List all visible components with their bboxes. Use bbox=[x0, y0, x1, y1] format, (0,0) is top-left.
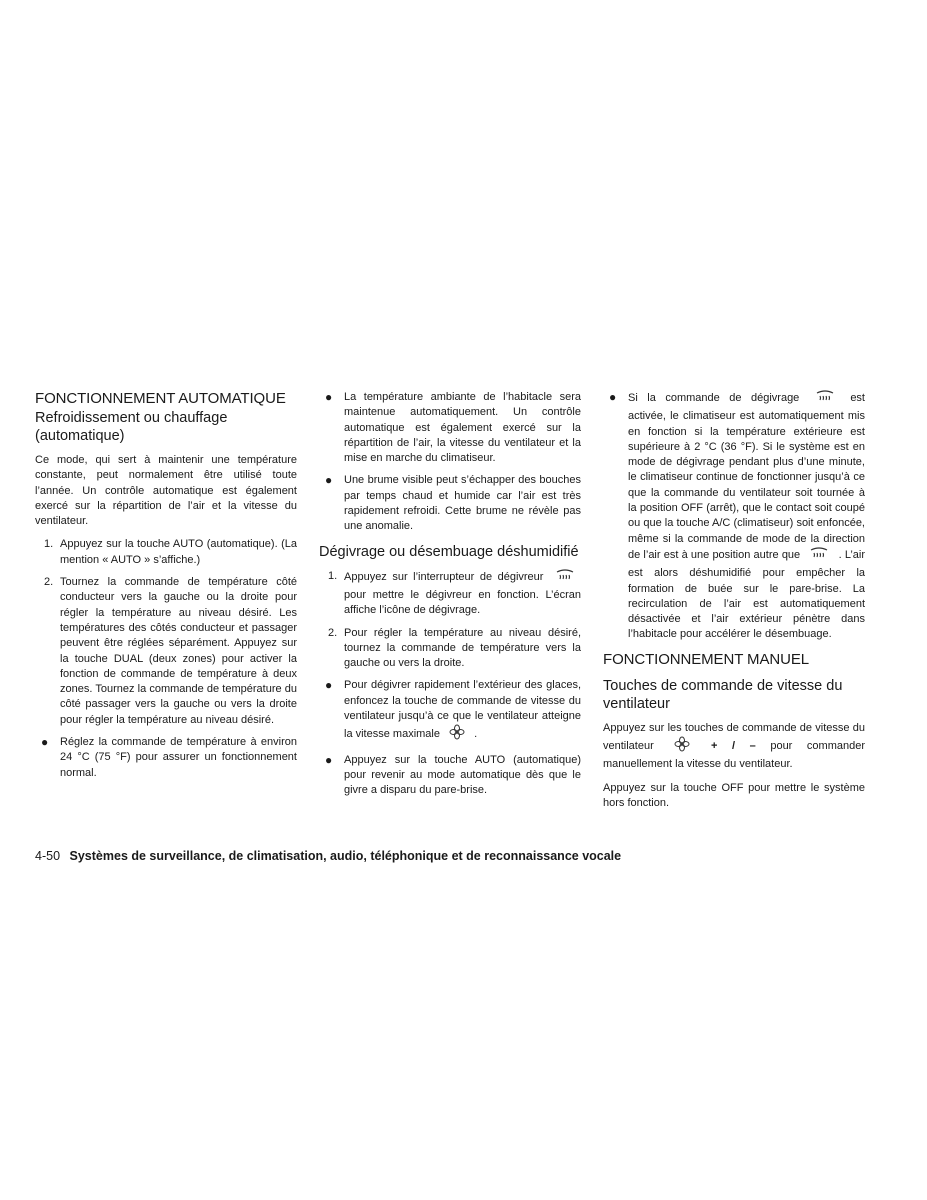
paragraph-text: Appuyez sur les touches de commande de vitesse du ventilateur bbox=[603, 721, 865, 753]
column-right bbox=[603, 390, 865, 819]
bullet-dot: ● bbox=[325, 473, 333, 488]
defrost-icon bbox=[815, 390, 835, 409]
list-item bbox=[319, 390, 581, 466]
bullet-text: Une brume visible peut s’échapper des bouches par temps chaud et humide car l’air est très rapidement refroidi. Cette brume ne révèle pas une anomalie. bbox=[344, 474, 581, 533]
list-item bbox=[319, 678, 581, 745]
subheading-defrost: Dégivrage ou désembuage déshumidifié bbox=[319, 543, 579, 560]
step-number: 2. bbox=[328, 626, 338, 639]
list-item bbox=[319, 753, 581, 799]
step-text: Pour régler la température au niveau désiré, tournez la commande de température vers la gauche ou vers la droite. bbox=[344, 626, 581, 670]
fan-icon bbox=[449, 724, 465, 745]
list-item bbox=[319, 569, 581, 619]
column-left bbox=[35, 390, 297, 788]
bullet-text: Appuyez sur la touche AUTO (automatique) pour revenir au mode automatique dès que le givre a disparu du pare-brise. bbox=[344, 753, 581, 797]
list-item bbox=[319, 626, 581, 672]
bullet-dot: ● bbox=[609, 390, 617, 404]
step-text: Tournez la commande de température côté conducteur vers la gauche ou la droite pour régler la température au niveau désiré. Les températures des côtés conducteur et passager peuvent être réglées séparément. Appuyez sur la touche DUAL (deux zones) pour activer la fonction de commande de température à deux zones. Tournez la commande de température du côté passager vers la gauche ou vers la droite pour régler la température au niveau désiré. bbox=[60, 576, 297, 726]
page-footer bbox=[35, 848, 621, 864]
subheading-fan-speed: Touches de commande de vitesse du ventilateur bbox=[603, 677, 843, 712]
paragraph-text: pour commander manuellement la vitesse du ventilateur. bbox=[603, 740, 866, 771]
bullet-text: Si la commande de dégivrage bbox=[628, 392, 800, 404]
intro-paragraph: Ce mode, qui sert à maintenir une température constante, peut normalement être utilisé toute l’année. Un contrôle automatique est également exercé sur la répartition de l’air et la vitesse du ventilateur. bbox=[35, 454, 297, 528]
chapter-title: Systèmes de surveillance, de climatisation, audio, téléphonique et de reconnaissance vocale bbox=[69, 849, 622, 863]
step-number: 1. bbox=[328, 569, 338, 582]
list-item bbox=[35, 537, 297, 568]
bullet-text: . bbox=[474, 728, 478, 741]
list-item bbox=[603, 390, 865, 643]
list-item bbox=[35, 575, 297, 728]
bullet-text: Pour dégivrer rapidement l’extérieur des glaces, enfoncez la touche de commande de vitesse du ventilateur jusqu’à ce que le ventilateur atteigne la vitesse maximale bbox=[344, 679, 581, 741]
defrost-icon bbox=[809, 547, 829, 566]
off-paragraph: Appuyez sur la touche OFF pour mettre le système hors fonction. bbox=[603, 781, 865, 809]
bullet-text: La température ambiante de l’habitacle sera maintenue automatiquement. Un contrôle automatique est également exercé sur la répartition de l’air, la vitesse du ventilateur et la mise en marche du climatiseur. bbox=[344, 391, 581, 465]
step-text: pour mettre le dégivreur en fonction. L’écran affiche l’icône de dégivrage. bbox=[344, 588, 581, 617]
fan-icon bbox=[674, 736, 690, 757]
section-heading-auto: FONCTIONNEMENT AUTOMATIQUE bbox=[35, 390, 286, 407]
list-item bbox=[319, 473, 581, 534]
step-text: Appuyez sur la touche AUTO (automatique). (La mention « AUTO » s’affiche.) bbox=[60, 538, 297, 566]
section-heading-manual: FONCTIONNEMENT MANUEL bbox=[603, 650, 809, 668]
column-middle bbox=[319, 390, 581, 806]
bullet-dot: ● bbox=[325, 390, 333, 404]
bullet-dot: ● bbox=[325, 752, 333, 767]
fan-speed-paragraph bbox=[603, 721, 865, 773]
bullet-dot: ● bbox=[41, 735, 49, 750]
page-number: 4-50 bbox=[35, 849, 61, 863]
bullet-text: Réglez la commande de température à environ 24 °C (75 °F) pour assurer un fonctionnement normal. bbox=[60, 736, 297, 779]
step-text: Appuyez sur l’interrupteur de dégivreur bbox=[344, 570, 544, 583]
list-item bbox=[35, 735, 297, 781]
bullet-text: est activée, le climatiseur est automatiquement mis en fonction si la température extérieure est supérieure à 2 °C (36 °F). Si le système est en mode de dégivrage pendant plus d’une minute, le climatiseur continue de fonctionner jusqu’à ce que la commande du ventilateur soit tournée à la position OFF (arrêt), que le contact soit coupé ou que la touche A/C (climatiseur) soit enfoncée, même si la commande de mode de la direction de l’air est à une position autre que bbox=[628, 392, 865, 561]
step-number: 2. bbox=[44, 576, 54, 589]
subheading-cooling-heating: Refroidissement ou chauffage (automatique) bbox=[35, 410, 228, 444]
bullet-text: . L’air est alors déshumidifié pour empêcher la formation de buée sur le pare-brise. La recirculation de l’air est automatiquement désactivée et l’air extérieur pénètre dans l’habitacle pour accélérer le désembuage. bbox=[628, 548, 866, 641]
step-number: 1. bbox=[44, 538, 54, 551]
defrost-icon bbox=[555, 569, 575, 588]
fan-keys-label: + / – bbox=[710, 740, 756, 753]
bullet-dot: ● bbox=[325, 678, 333, 693]
